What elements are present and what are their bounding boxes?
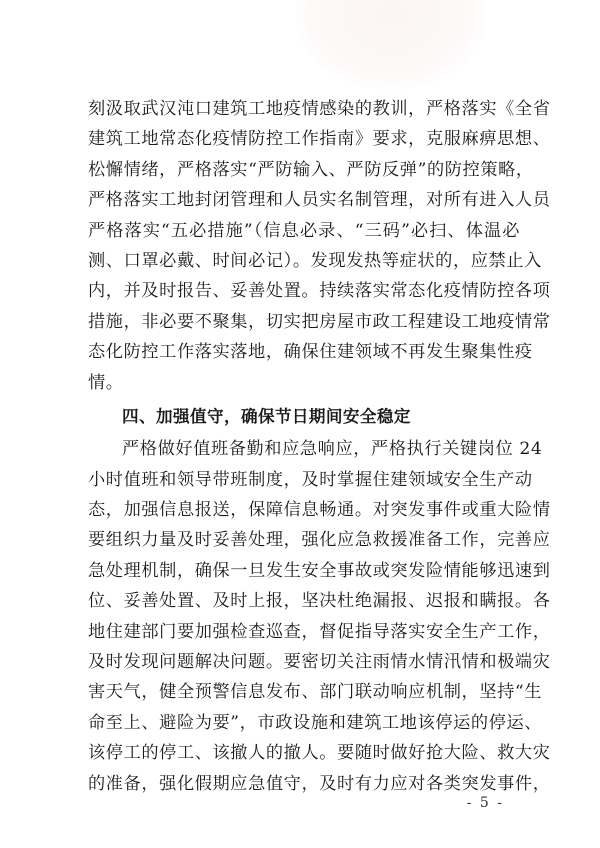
text-line: 位、妥善处置、及时上报，坚决杜绝漏报、迟报和瞒报。各 — [88, 591, 551, 612]
official-seal-watermark — [296, 0, 486, 90]
text-line: 严格落实“五必措施”（信息必录、“三码”必扫、体温必 — [88, 220, 520, 241]
text-line: 严格做好值班备勤和应急响应，严格执行关键岗位 24 — [122, 439, 543, 460]
text-line: 该停工的停工、该撤人的撤人。要随时做好抢大险、救大灾 — [88, 743, 551, 764]
text-line: 小时值班和领导带班制度，及时掌握住建领域安全生产动 — [88, 469, 533, 490]
text-line: 松懈情绪，严格落实“严防输入、严防反弹”的防控策略， — [88, 159, 534, 180]
text-line: 建筑工地常态化疫情防控工作指南》要求，克服麻痹思想、 — [88, 129, 551, 150]
page-number: - 5 - — [466, 795, 504, 811]
text-line: 严格落实工地封闭管理和人员实名制管理，对所有进入人员 — [88, 190, 551, 211]
text-line: 刻汲取武汉沌口建筑工地疫情感染的教训，严格落实《全省 — [88, 99, 551, 119]
text-line: 测、口罩必戴、时间必记）。发现发热等症状的，应禁止入 — [88, 250, 542, 271]
text-line: 的准备，强化假期应急值守，及时有力应对各类突发事件， — [88, 773, 551, 794]
document-body — [88, 94, 551, 799]
text-line: 态，加强信息报送，保障信息畅通。对突发事件或重大险情 — [88, 500, 551, 521]
text-line: 害天气，健全预警信息发布、部门联动响应机制，坚持“生 — [88, 682, 543, 703]
text-line: 措施，非必要不聚集，切实把房屋市政工程建设工地疫情常 — [88, 311, 551, 332]
text-line: 地住建部门要加强检查巡查，督促指导落实安全生产工作， — [88, 621, 551, 642]
text-line: 及时发现问题解决问题。要密切关注雨情水情汛情和极端灾 — [88, 652, 551, 673]
text-line: 要组织力量及时妥善处理，强化应急救援准备工作，完善应 — [88, 530, 551, 551]
text-line: 急处理机制，确保一旦发生安全事故或突发险情能够迅速到 — [88, 560, 551, 581]
text-line: 命至上、避险为要”，市政设施和建筑工地该停运的停运、 — [88, 712, 543, 733]
section-heading: 四、加强值守，确保节日期间安全稳定 — [122, 406, 411, 426]
paragraph-epidemic-prevention — [88, 94, 551, 398]
text-line: 态化防控工作落实落地，确保住建领域不再发生聚集性疫 — [88, 342, 533, 363]
paragraph-duty-safety — [88, 434, 551, 799]
text-line: 情。 — [88, 372, 124, 393]
text-line: 内，并及时报告、妥善处置。持续落实常态化疫情防控各项 — [88, 281, 551, 302]
